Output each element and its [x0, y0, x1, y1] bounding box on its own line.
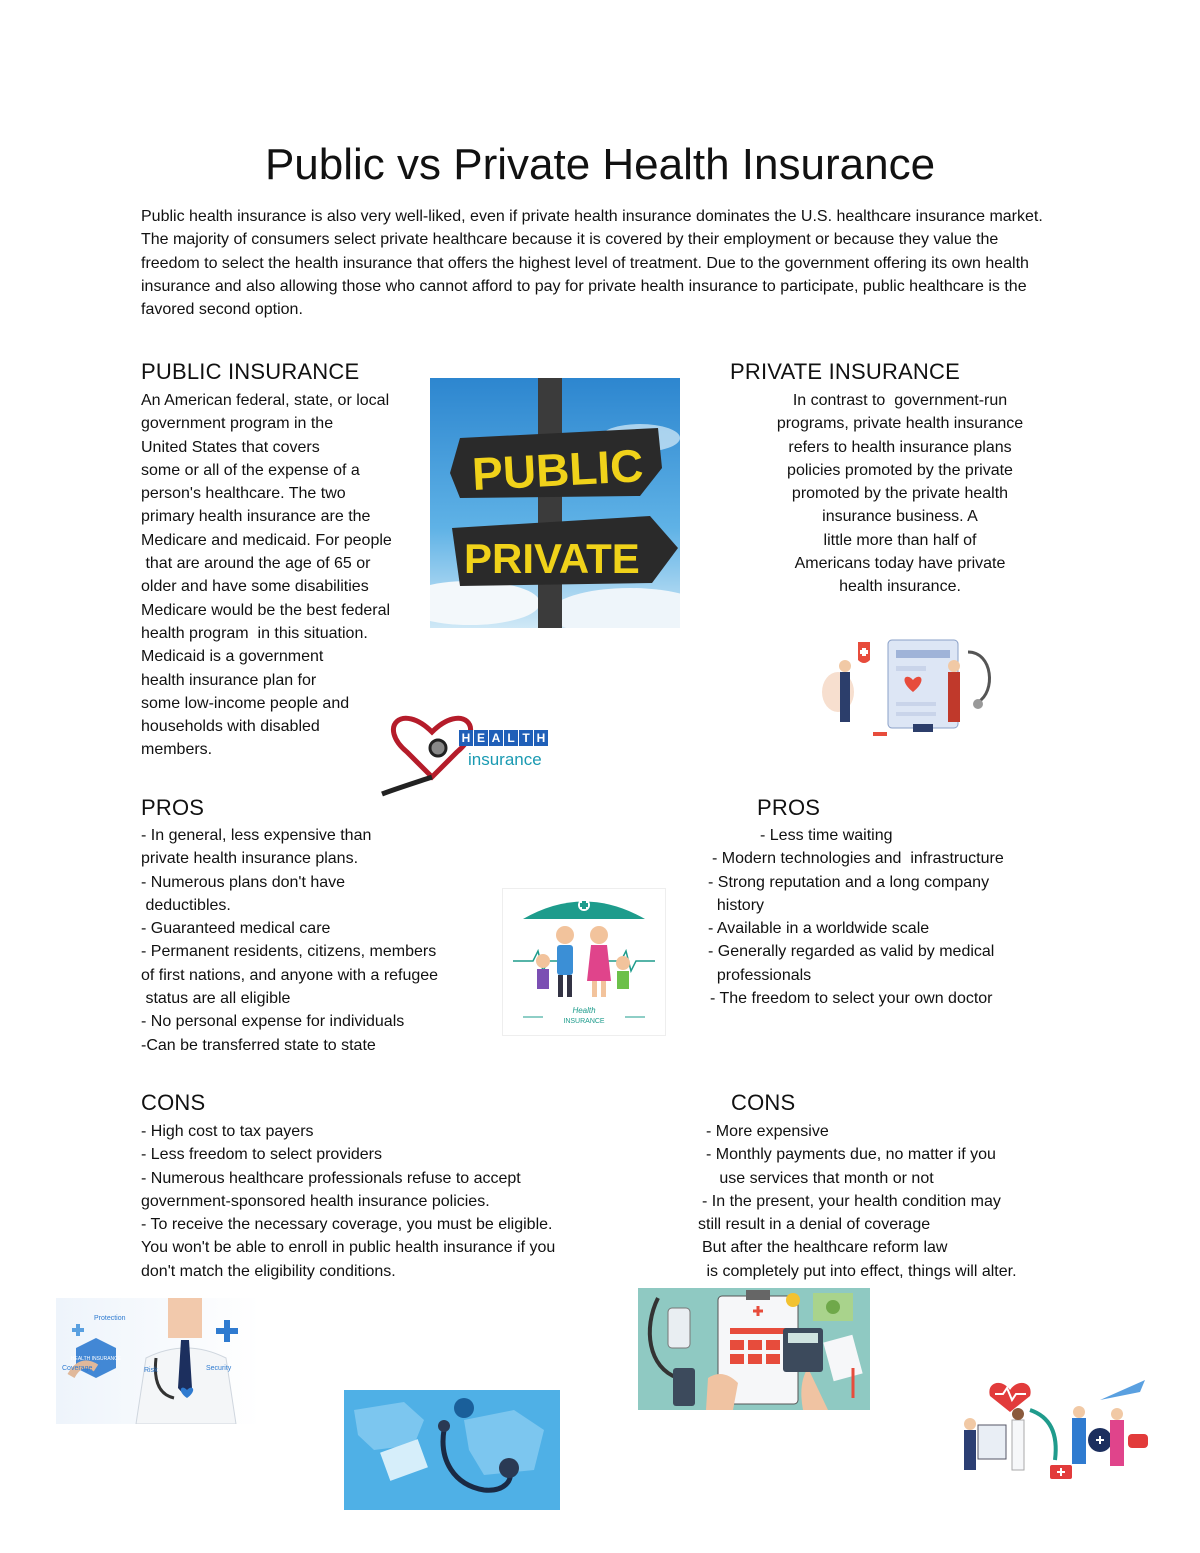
list-item: - In the present, your health condition may [702, 1192, 1001, 1210]
private-cons-heading: CONS [731, 1090, 796, 1115]
list-item: of first nations, and anyone with a refugee [141, 966, 439, 984]
list-item: - High cost to tax payers [141, 1123, 314, 1140]
list-item: -Can be transferred state to state [141, 1036, 376, 1054]
list-item: - Monthly payments due, no matter if you [706, 1146, 996, 1164]
text-line: refers to health insurance plans [788, 438, 1012, 456]
public-private-signpost-image [430, 378, 680, 628]
text-line: primary health insurance are the [141, 508, 371, 526]
private-insurance-description [740, 389, 1060, 599]
list-item: use services that month or not [706, 1169, 934, 1187]
list-item: - Numerous plans don't have [141, 873, 346, 891]
letter-block: H [459, 730, 473, 746]
list-item: - To receive the necessary coverage, you must be eligible. [141, 1216, 553, 1234]
list-item: professionals [708, 966, 812, 984]
list-item: - Modern technologies and infrastructure [712, 850, 1004, 868]
private-pros-heading: PROS [757, 795, 821, 820]
medical-clipboard-illustration [818, 632, 1000, 742]
list-item: history [708, 896, 765, 914]
page-title: Public vs Private Health Insurance [264, 140, 936, 189]
text-line: person's healthcare. The two [141, 485, 346, 503]
text-line: policies promoted by the private [787, 461, 1013, 479]
list-item: - In general, less expensive than [141, 827, 372, 844]
medical-bill-clipboard-image [638, 1288, 870, 1410]
private-insurance-heading: PRIVATE INSURANCE [730, 359, 960, 384]
doctor-label-coverage: Coverage [62, 1365, 93, 1372]
list-item: - Less time waiting [760, 827, 893, 844]
stethoscope-heart-image [372, 682, 572, 802]
list-item: - The freedom to select your own doctor [710, 990, 993, 1008]
public-pros-heading: PROS [141, 795, 205, 820]
list-item: - Less freedom to select providers [141, 1146, 382, 1164]
letter-block: A [489, 730, 503, 746]
list-item: - Generally regarded as valid by medical [708, 943, 995, 961]
list-item: - Numerous healthcare professionals refuse to accept [141, 1169, 521, 1187]
list-item: - More expensive [706, 1123, 829, 1140]
private-pros-list [708, 824, 1004, 1010]
intro-paragraph: Public health insurance is also very well-liked, even if private health insurance dominates the U.S. healthcare insurance market. The majority of consumers select private healthcare because it is covered by their employment or because they value the freedom to select the health insurance that offers the highest level of treatment. Due to the government offering its own health insurance and also allowing those who cannot afford to pay for private health insurance to participate, public healthcare is the favored second option. [141, 208, 1043, 319]
public-pros-list [141, 824, 438, 1057]
list-item: is completely put into effect, things will alter. [702, 1262, 1017, 1280]
public-insurance-heading: PUBLIC INSURANCE [141, 359, 360, 384]
list-item: still result in a denial of coverage [698, 1216, 931, 1234]
text-line: Medicare and medicaid. For people [141, 531, 392, 549]
text-line: some low-income people and [141, 694, 350, 712]
list-item: - Permanent residents, citizens, members [141, 943, 437, 961]
list-item: status are all eligible [141, 990, 291, 1008]
text-line: In contrast to government-run [792, 392, 1008, 409]
text-line: programs, private health insurance [776, 415, 1024, 433]
list-item: don't match the eligibility conditions. [141, 1262, 396, 1280]
list-item: - Guaranteed medical care [141, 920, 331, 938]
text-line: Medicare would be the best federal [141, 601, 391, 619]
letter-block: E [474, 730, 488, 746]
text-line: that are around the age of 65 or [141, 555, 371, 573]
doctor-label-security: Security [206, 1365, 232, 1372]
family-caption-health: Health [572, 1006, 596, 1015]
doctor-label-protection: Protection [94, 1315, 126, 1322]
signpost-public-label: PUBLIC [470, 439, 645, 501]
doctor-center-label: HEALTH INSURANCE [70, 1356, 122, 1362]
text-line: health insurance plan for [141, 671, 317, 689]
text-line: some or all of the expense of a [141, 461, 360, 479]
insurance-word: insurance [468, 750, 542, 769]
text-line: Medicaid is a government [141, 648, 324, 666]
public-cons-heading: CONS [141, 1090, 206, 1115]
list-item: - Strong reputation and a long company [708, 873, 990, 891]
stethoscope-map-image [344, 1390, 560, 1510]
list-item: You won't be able to enroll in public health insurance if you [141, 1239, 556, 1257]
letter-block: T [519, 730, 533, 746]
private-cons-list [698, 1120, 1017, 1283]
doctor-hexagon-image [56, 1298, 260, 1424]
text-line: insurance business. A [822, 508, 978, 526]
text-line: households with disabled [141, 718, 320, 736]
letter-block: H [534, 730, 548, 746]
letter-block: L [504, 730, 518, 746]
health-letter-blocks [459, 730, 549, 746]
text-line: An American federal, state, or local [141, 392, 390, 409]
list-item: But after the healthcare reform law [702, 1239, 948, 1257]
text-line: Americans today have private [794, 555, 1006, 573]
text-line: promoted by the private health [791, 485, 1009, 503]
family-umbrella-image [502, 888, 666, 1036]
list-item: private health insurance plans. [141, 850, 359, 868]
list-item: deductibles. [141, 896, 231, 914]
text-line: health insurance. [839, 578, 961, 596]
text-line: United States that covers [141, 438, 320, 456]
text-line: health program in this situation. [141, 624, 368, 642]
public-cons-list [141, 1120, 555, 1283]
text-line: little more than half of [823, 531, 977, 549]
doctor-label-risk: Risk [144, 1367, 158, 1374]
public-insurance-description [141, 389, 392, 762]
text-line: older and have some disabilities [141, 578, 369, 596]
family-caption-insurance: INSURANCE [563, 1018, 605, 1025]
text-line: government program in the [141, 415, 334, 433]
list-item: government-sponsored health insurance policies. [141, 1192, 490, 1210]
list-item: - Available in a worldwide scale [708, 920, 930, 938]
healthcare-people-illustration [950, 1370, 1155, 1482]
list-item: - No personal expense for individuals [141, 1013, 405, 1031]
signpost-private-label: PRIVATE [464, 535, 640, 582]
text-line: members. [141, 741, 213, 759]
